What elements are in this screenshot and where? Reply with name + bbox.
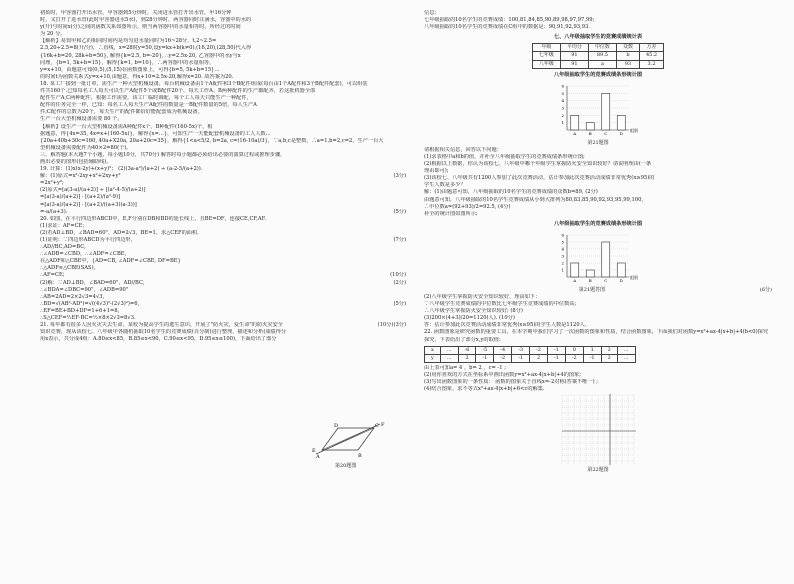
x-tick-label: A — [573, 277, 577, 283]
bar — [602, 242, 610, 277]
text-line: 由上表可知a= 4 ，b= 2 ，c= -1 ; — [424, 364, 506, 371]
text-line: 2.5,20÷2.5=8(升/分)，∴直线，x=28时y=50,设y=kx+b(k≠0),(16,20),(28,50)代入得 — [40, 45, 252, 52]
text-line: ∴AF=CE; (10分) — [40, 272, 406, 279]
xy-cell: -2 — [565, 354, 583, 362]
xy-cell: 2 — [601, 354, 617, 362]
y-tick-label: 6 — [561, 83, 564, 89]
chart2-caption — [424, 287, 772, 294]
right-column — [424, 10, 772, 474]
text-line: ∴中位数a=(92+93)/2=92.5, (4分) — [424, 203, 511, 210]
y-tick-label: 3 — [561, 253, 564, 259]
bar-chart-grade8-completed — [553, 229, 643, 287]
fig20-label-d: D — [334, 423, 339, 429]
chart1-title: 八年级抽取学生的竞赛成绩条形统计图 — [553, 71, 643, 78]
bar — [617, 115, 625, 130]
score-label: (3分) — [393, 322, 406, 329]
text-line: y=x+10，由题意可知(0,5),(5,15)在函数图象上，可得{b=5, 5k+b=15}... — [40, 66, 220, 73]
text-line: =2x²+y²; — [40, 180, 64, 187]
text-line: 理由即可); — [424, 168, 449, 175]
text-line: 型机械设备需要配件为40×2=80(个)。 — [40, 144, 132, 151]
text-line: 探究，下表给出了部分x,y的取值: — [424, 336, 501, 343]
xy-cell: -5 — [476, 346, 494, 354]
text-line: (1)证明：∵四边形ABCD为平行四边形， (7分) — [40, 237, 406, 243]
score-label: (7分) — [393, 237, 406, 243]
table-cell: 七年级 — [532, 52, 560, 60]
text-line: 【解析】设生产一台大型机械设备需A种配件x个，B种配件(160-5x)个，根 — [40, 123, 213, 130]
chart1-caption: 第21题图 — [587, 139, 609, 146]
xy-cell: -2 — [530, 346, 548, 354]
xy-cell: 2 — [601, 346, 617, 354]
text-line: ∴八年级学生掌握防火安全知识较好; (8分) — [424, 308, 523, 315]
text-line: 三、解答题(本大题7个小题，每小题10分，共70分) 解答时每小题都必须给出必要的演算过程或推理步骤， — [40, 151, 286, 158]
text-line: y(升)与时间x(分)之间的函数关系如图所示，则当两容器中的水量相等时，所经过的时间 — [40, 24, 241, 31]
text-line: 18. 某工厂接到一批订单，需生产一种大型机械设备，每台机械设备由1个A配件和3个B配件组成(每台由1个A配件和3个B配件配套)，可以组装 — [40, 80, 368, 87]
score-label: (10分) — [390, 272, 406, 279]
text-line: 配件生产A,C两种配件，根据工作需要，该工厂临时调配，每个工人每天只能生产一种配件， — [40, 95, 252, 102]
xy-cell: 1 — [583, 346, 601, 354]
y-tick-label: 4 — [561, 246, 564, 252]
text-line: ∴BD=√(AB²-AD²)=√((4√3)²-(2√3)²)=6, (5分) — [40, 300, 406, 307]
y-tick-label: 5 — [561, 239, 564, 245]
x-axis-label: 组别 — [630, 274, 638, 280]
text-line: (1)求表格中a和b的值，并补全八年级抽取学生的竞赛成绩条形统计图; — [424, 153, 585, 160]
stats-table-title: 七、八年级抽取学生的竞赛成绩统计表 — [553, 34, 643, 41]
fig20-label-e: E — [312, 448, 316, 454]
x-tick-label: B — [588, 130, 592, 136]
text-line: 时，又打开了进水管(此时甲容器进水5水)，到28分钟时，两容器同时注满水，容器中的水的 — [40, 17, 252, 24]
table-row — [532, 52, 663, 60]
xy-cell: 2 — [458, 354, 476, 362]
y-tick-label: 4 — [561, 97, 564, 103]
bar-chart-grade8 — [553, 80, 643, 140]
score-label: (5分) — [393, 208, 406, 215]
text-line: (2)根据以上数据，你认为该校七、八年级中哪个年级学生掌握防火安全知识较好？请说明理由(一条 — [424, 161, 652, 168]
text-line: 初始时，甲容器打开出水管，甲容器到5分钟时，关闭进水管打开出水管，甲16分钟 — [40, 10, 232, 16]
table-header-cell: 平均分 — [560, 44, 588, 52]
table-row — [532, 60, 663, 68]
xy-cell: -3 — [512, 346, 530, 354]
x-axis-label: 组别 — [630, 127, 638, 133]
text-line: 答：估计参加此次竞赛活动成绩非常优秀(x≥95)的学生人数是1120人. — [424, 322, 587, 329]
fig20-label-a: A — [316, 454, 320, 460]
bar — [586, 122, 594, 129]
text-line: ∴S△CEF=½EF·BC=½×8×2√3=8√3. — [40, 315, 136, 322]
fig20-label-c: C — [375, 423, 379, 429]
text-line: 解：(1)原式=x²-2xy+x²+2xy+y² (3分) — [40, 173, 406, 180]
xy-value-table — [424, 346, 636, 363]
text-line: ∴AD//BC,AD=BC, — [40, 244, 86, 251]
y-tick-label: 2 — [561, 260, 564, 266]
text-line: =-a/(a+3). (5分) — [40, 208, 406, 215]
xy-cell: 0 — [565, 346, 583, 354]
bar — [602, 93, 610, 130]
y-tick-label: 5 — [561, 90, 564, 96]
chart2-title: 八年级抽取学生的竞赛成绩条形统计图 — [553, 220, 643, 227]
text-line: (2)解：∵AD⊥BD，∠BAD=60°，AD//BC, (2分) — [40, 279, 406, 286]
xy-cell: ... — [617, 354, 635, 362]
xy-cell: -1 — [547, 346, 565, 354]
text-line: 件共160个.已知每名工人每天可以生产A配件5个或B配件20个，每天工作A、B两种配件的生产都配齐，若这批机器全部 — [40, 88, 316, 95]
x-tick-label: A — [573, 130, 577, 136]
xy-cell: -6 — [458, 346, 476, 354]
chart2-caption-text: 第21题答图 — [578, 286, 606, 293]
table-header-cell: 众数 — [616, 44, 639, 52]
text-line: 据题意，得{4x=35, 4x=x+(160-5x)}，解得{x=...}，可知生产一天能配套机械设备的工人人数... — [40, 130, 271, 137]
table-header-cell: 年级 — [532, 44, 560, 52]
text-line: 同理，{b=1, 5k+b=15}，解得{k=1, b=10}，∴两容器中的水量相等， — [40, 59, 215, 66]
table-cell: 93 — [616, 60, 639, 68]
fig20-caption: 第20题图 — [335, 463, 357, 469]
y-tick-label: 2 — [561, 112, 564, 118]
text-line: (2)若AD⊥BD，∠BAD=60°，AD=2√3，BE=1，求△CEF的面积. — [40, 229, 199, 236]
score-label: (3分) — [393, 173, 406, 180]
text-line: 19. 计算：(1)x(x-2y)+(x+y)²； (2)(3a-a²)/(a+2) ÷ (a-2-5/(a+2)). — [40, 166, 203, 173]
table-cell: 91 — [560, 60, 588, 68]
xy-cell: -1 — [583, 354, 601, 362]
info-line: 八年级抽取的10名学生的竞赛成绩在C组中的数据是：90,91,92,93,93. — [424, 24, 590, 31]
text-line: =[a(3-a)/(a+2)] · [(a+2)/((a+3)(a-3))] — [40, 201, 137, 208]
y-tick-label: 1 — [561, 119, 564, 125]
text-line: (2)八年级学生掌握防火安全知识较好，理由如下： — [424, 293, 541, 300]
text-line: ∴EF=BE+BD+DF=1+6+1=8, — [40, 307, 120, 314]
coordinate-grid — [553, 393, 643, 467]
text-line: 的时间t为函数关系式y=x+10,由题意，得x+10=2.5x-20,解得x=20. 故答案为20. — [40, 73, 234, 80]
score-label: (10分) — [377, 322, 394, 329]
score-label: (2分) — [393, 279, 406, 286]
text-line: 知识竞赛，现从该校七、八年级中各随机抽取10名学生的竞赛成绩(百分制)进行整理、描述和分析(成绩得分 — [40, 329, 287, 336]
xy-cell: -2 — [494, 354, 512, 362]
text-line: 22. 函数图象是研究函数的重要工具，在本学期中我们学习了一次函数的图象和性质，结合函数图象，下面我们对函数y=x²+ax-4|x+b|+4(b<0)探究 — [424, 329, 769, 336]
score-label: (5分) — [393, 300, 406, 307]
bar — [571, 263, 579, 277]
table-cell: 89.5 — [588, 52, 616, 60]
x-tick-label: C — [604, 130, 608, 136]
x-tick-label: B — [588, 277, 592, 283]
fig20-label-b: B — [358, 453, 362, 459]
xy-cell: y — [425, 354, 441, 362]
x-tick-label: C — [604, 277, 608, 283]
table-cell: b — [616, 52, 639, 60]
text-line: {20a+40b+30c=160, 40a+X20a, 20a+20c=35}，解得{1<a<5/2, b=2a, c=(16-10a)/3}，∵a,b,c是整数，∴a=1,b=2,c=2，生产一台大 — [40, 137, 384, 144]
fig22-caption: 第22题图 — [587, 467, 609, 474]
text-line: 补全的统计图如图所示; — [424, 210, 478, 217]
text-line: 在△ADF和△CBE中，{AD=CB, ∠ADF=∠CBE, DF=BE} — [40, 258, 181, 265]
x-tick-label: D — [619, 277, 623, 283]
text-line: 学生人数是多少？ — [424, 182, 466, 189]
table-cell: 八年级 — [532, 60, 560, 68]
text-line: (3)200×(4+3)/20=1120(人). (10分) — [424, 315, 515, 322]
text-line: ∴∠ADB=∠CBD，∴∠ADF=∠CBE， — [40, 251, 130, 258]
table-header-row — [532, 44, 663, 52]
y-tick-label: 6 — [561, 232, 564, 238]
stats-table — [532, 43, 664, 68]
text-line: ∴△ADF≌△CBE(SAS)， — [40, 265, 99, 272]
text-line: 20. 如图，在平行四边形ABCD中，E,F分别在DB和BD的延长线上，且BE=DF，连接CE,CF,AF. — [40, 215, 267, 222]
text-line: 由题意可知，八年级抽取的10名学生竞赛成绩从小到大排列为80,83,85,90,92,93,95,99,100, — [424, 196, 644, 203]
table-header-cell: 中位数 — [588, 44, 616, 52]
text-line: 【解析】易知甲和乙的相同时间内是均匀进水量同时为16~28分，t,2~2.5= — [40, 38, 217, 45]
text-line: (1)求证：AF=CE； — [40, 222, 88, 229]
xy-row-x — [425, 346, 636, 354]
xy-cell: ... — [617, 346, 635, 354]
text-line: (4)结合图象，求不等式x²+ax-4|x+b|+6<c的解集. — [424, 386, 545, 393]
xy-cell: -4 — [494, 346, 512, 354]
table-cell: 91 — [560, 52, 588, 60]
left-column — [40, 10, 406, 343]
text-line: {16k+b=20, 28k+b=50}, 解得{k=2.5, b=-20}, ∴y=2.5x-20, 乙容器中的水y与x — [40, 52, 241, 59]
xy-cell: ... — [440, 354, 458, 362]
text-line: 件;C配件的总数为20个，每天生产的配件都恰好能配套成为机械设备。 — [40, 109, 203, 116]
text-line: (2)用你喜欢的方式在坐标系中画出函数y=x²+ax-4|x+b|+4的图象; — [424, 371, 582, 378]
text-line: 21. 每年都有很多人因火灾失去生命，某校为提高学生的逃生意识，开展了"防火灾，爱生命"的防火灾安全 (3分) (10分) — [40, 322, 406, 329]
text-line: 为 20 分。 — [40, 31, 66, 38]
xy-cell: -1 — [512, 354, 530, 362]
xy-row-y — [425, 354, 636, 362]
text-line: (3)写出函数图象的一条性质： 函数的图象关于直线x=-2对称(答案不唯一) ; — [424, 379, 599, 385]
text-line: ∵八年级学生竞赛成绩的中位数比七年级学生竞赛成绩的中位数高; — [424, 301, 577, 308]
xy-cell: -1 — [476, 354, 494, 362]
text-line: ∴AB=2AD=2×2√3=4√3, — [40, 293, 105, 300]
text-line: 用x表示，共分成4组：A.80≤x<85，B.85≤x<90，C.90≤x<95，D.95≤x≤100)，下面给出了部分 — [40, 336, 277, 343]
y-tick-label: 1 — [561, 267, 564, 273]
text-line: 配件的任务完全一样，已知：每名工人每天生产A配件的数量是一B配件数量的5倍，每人生产A — [40, 102, 257, 109]
table-cell: a — [588, 60, 616, 68]
table-cell: 45.2 — [639, 52, 663, 60]
xy-cell: 2 — [530, 354, 548, 362]
text-line: 生产一台大型机械设备需要 80 个。 — [40, 116, 123, 123]
xy-cell: -1 — [547, 354, 565, 362]
parallelogram-figure — [312, 420, 386, 460]
text-line: =[a(3-a)/(a+2)] · [(a+2)/(a²-9)] — [40, 194, 121, 201]
info-line: 信息: — [424, 10, 437, 16]
y-tick-label: 3 — [561, 105, 564, 111]
text-line: ∴∠BDA=∠DBC=90°，∠ADB=90° — [40, 286, 129, 293]
text-line: 请根据相关信息，回答以下问题： — [424, 146, 502, 153]
text-line: (2)原式=[a(3-a)/(a+2)] ÷ [(a²-4-5)/(a+2)] — [40, 187, 146, 194]
text-line: 解：(1)由题意可知，八年级抽取的10名学生的竞赛成绩的众数b=89, (2分) — [424, 189, 598, 196]
bar — [571, 115, 579, 130]
x-tick-label: D — [619, 130, 623, 136]
text-line: 画出必要的图形(包括辅助线)。 — [40, 158, 112, 165]
table-header-cell: 方差 — [639, 44, 663, 52]
score-label: (6分) — [759, 286, 772, 293]
fig20-label-f: F — [381, 422, 385, 428]
bar — [617, 263, 625, 277]
text-line: (3)该校七、八年级共有1200人参加了此次竞赛活动，估计参加此次竞赛活动成绩非常优秀(x≥95)的 — [424, 175, 655, 182]
xy-cell: ... — [440, 346, 458, 354]
table-cell: 3.2 — [639, 60, 663, 68]
bar — [586, 270, 594, 277]
info-line: 七年级抽取的10名学生的竞赛成绩：100,81,84,85,90,89,98,97,97,99; — [424, 17, 595, 24]
xy-cell: x — [425, 346, 441, 354]
